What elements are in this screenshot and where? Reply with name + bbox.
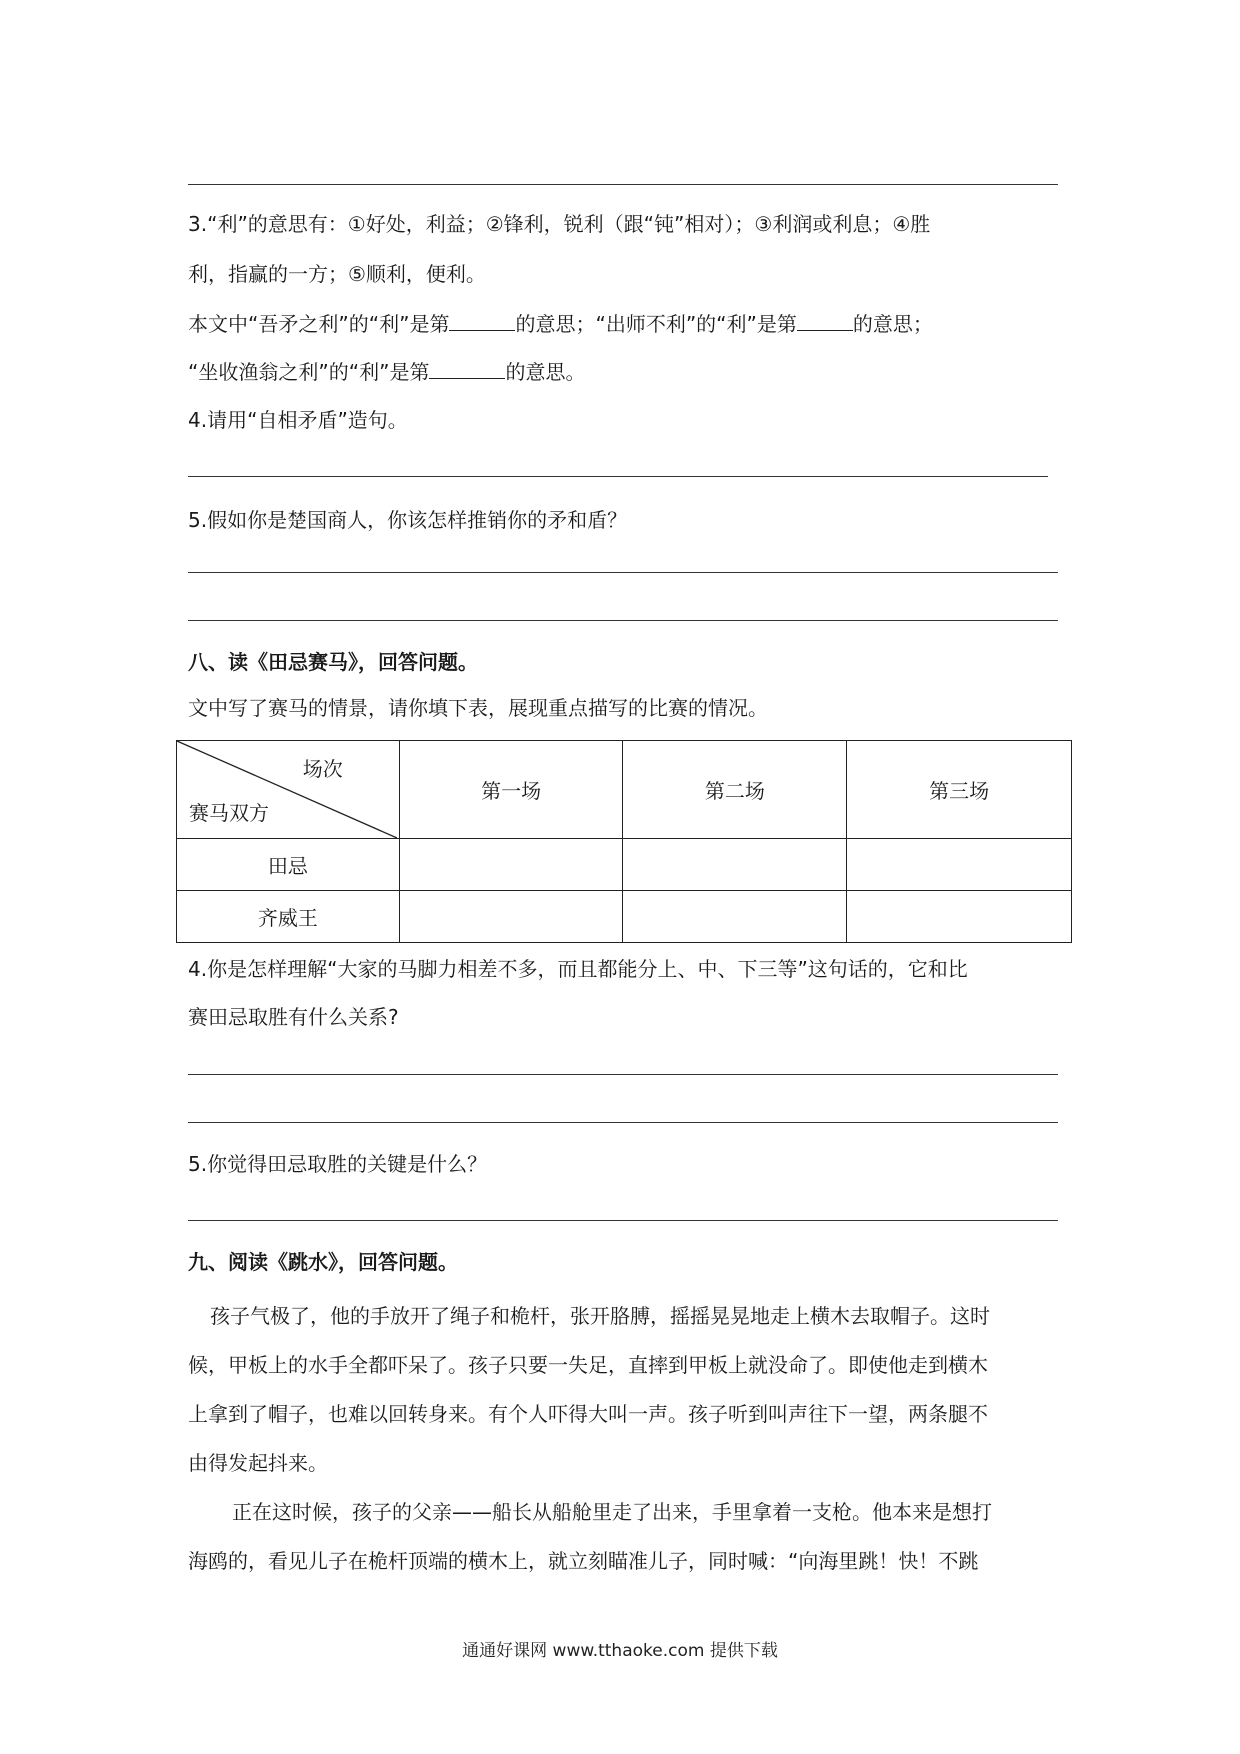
q3-line4-a: “坐收渔翁之利”的“利”是第 <box>188 360 430 384</box>
answer-line-q5-1[interactable] <box>188 572 1058 573</box>
section8-heading: 八、读《田忌赛马》，回答问题。 <box>188 650 478 674</box>
section9-para2-line1: 正在这时候，孩子的父亲——船长从船舱里走了出来，手里拿着一支枪。他本来是想打 <box>232 1500 992 1524</box>
section9-para1-line1: 孩子气极了，他的手放开了绳子和桅杆，张开胳膊，摇摇晃晃地走上横木去取帽子。这时 <box>210 1304 990 1328</box>
answer-line-q4[interactable] <box>188 476 1048 477</box>
column-header-1: 第一场 <box>399 741 623 839</box>
blank-3[interactable] <box>429 358 505 379</box>
answer-line-top[interactable] <box>188 184 1058 185</box>
q5-text: 5.假如你是楚国商人，你该怎样推销你的矛和盾？ <box>188 508 628 532</box>
blank-2[interactable] <box>797 310 853 331</box>
q4-text: 4.请用“自相矛盾”造句。 <box>188 408 408 432</box>
cell-tianji-1[interactable] <box>399 839 623 891</box>
q3-line4 <box>188 358 1058 384</box>
q3-line3-a: 本文中“吾矛之利”的“利”是第 <box>188 312 450 336</box>
column-header-3: 第三场 <box>847 741 1072 839</box>
section8-q4-line2: 赛田忌取胜有什么关系? <box>188 1005 399 1029</box>
q3-line3-b: 的意思；“出师不利”的“利”是第 <box>515 312 797 336</box>
corner-label-sides: 赛马双方 <box>189 801 269 825</box>
section9-para2-line2: 海鸥的，看见儿子在桅杆顶端的横木上，就立刻瞄准儿子，同时喊：“向海里跳！快！不跳 <box>188 1549 979 1573</box>
q3-line3 <box>188 310 1058 336</box>
cell-qiweiwang-3[interactable] <box>847 891 1072 943</box>
section9-heading: 九、阅读《跳水》，回答问题。 <box>188 1250 458 1274</box>
page-footer: 通通好课网 www.tthaoke.com 提供下载 <box>462 1641 778 1661</box>
answer-line-q5-2[interactable] <box>188 620 1058 621</box>
section9-para1-line3: 上拿到了帽子，也难以回转身来。有个人吓得大叫一声。孩子听到叫声往下一望，两条腿不 <box>188 1402 988 1426</box>
q3-line1: 3.“利”的意思有：①好处，利益；②锋利，锐利（跟“钝”相对）；③利润或利息；④胜 <box>188 212 931 236</box>
row-label-tianji: 田忌 <box>177 839 400 891</box>
section9-para1-line4: 由得发起抖来。 <box>188 1451 328 1475</box>
cell-tianji-3[interactable] <box>847 839 1072 891</box>
section8-instruction: 文中写了赛马的情景，请你填下表，展现重点描写的比赛的情况。 <box>188 696 768 720</box>
cell-tianji-2[interactable] <box>623 839 847 891</box>
table-corner-cell <box>177 741 400 839</box>
column-header-2: 第二场 <box>623 741 847 839</box>
answer-line-s8q5[interactable] <box>188 1220 1058 1221</box>
row-label-qiweiwang: 齐威王 <box>177 891 400 943</box>
section9-para1-line2: 候，甲板上的水手全都吓呆了。孩子只要一失足，直摔到甲板上就没命了。即使他走到横木 <box>188 1353 988 1377</box>
answer-line-s8q4-1[interactable] <box>188 1074 1058 1075</box>
race-table <box>176 740 1072 943</box>
section8-q5: 5.你觉得田忌取胜的关键是什么？ <box>188 1152 488 1176</box>
cell-qiweiwang-2[interactable] <box>623 891 847 943</box>
answer-line-s8q4-2[interactable] <box>188 1122 1058 1123</box>
section8-q4-line1: 4.你是怎样理解“大家的马脚力相差不多，而且都能分上、中、下三等”这句话的，它和比 <box>188 957 968 981</box>
q3-line2: 利，指赢的一方；⑤顺利，便利。 <box>188 262 486 286</box>
cell-qiweiwang-1[interactable] <box>399 891 623 943</box>
q3-line4-b: 的意思。 <box>505 360 586 384</box>
blank-1[interactable] <box>449 310 515 331</box>
corner-label-round: 场次 <box>302 757 343 781</box>
q3-line3-c: 的意思； <box>852 312 933 336</box>
